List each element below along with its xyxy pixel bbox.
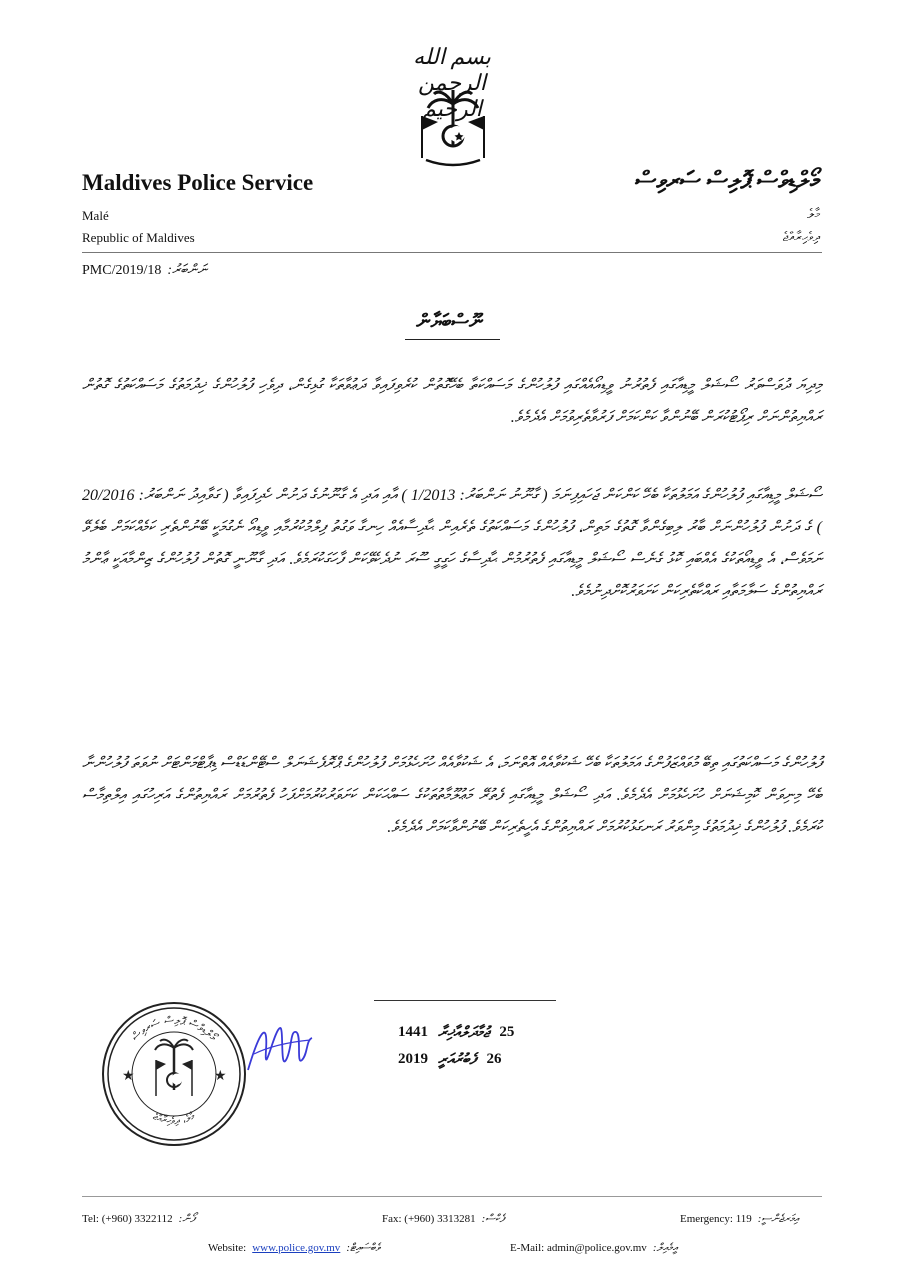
- body-paragraph-3: ފުލުހުންގެ މަސައްކަތުގައި ތިބޭ މުވައްޒަފުންގެ އަމަލުތަކާ ބެހޭ ޝަކުވާއެއް އޮތްނަމަ، އެ ޝަކުވާއެއް ހުށަހެޅުމަށް ފުލުހުންގެ ޕްރޮފެޝަނަލް ސްޓޭންޑަޑްސް ޑިޕާޓްމަންޓަށް ނުވަތަ ފުލުހުންނާ ބެހޭ މިނިވަން ކޮމިޝަނަށް ހުށަހެޅުމަށް އެދެމެވެ. އަދި ސޯޝަލް މީޑިއާގައި ފެތުރޭ މަޢުލޫމާތުތަކުގެ ސައްޙަކަން ކަށަވަރުކުރުމަށްފަހު ފެތުރުމަށް ރައްޔިތުންގެ އަރިހުގައި އިލްތިމާސް ކުރަމެވެ. ފުލުހުންގެ ޚިދުމަތުގެ މިންވަރު ރަނގަޅުކުރުމަށް ރައްޔިތުންގެ އެހީތެރިކަން ބޭނުންވާކަމަށް އެދެމެވެ.: [82, 755, 822, 836]
- email-value[interactable]: E-Mail: admin@police.gov.mv: [510, 1242, 647, 1254]
- org-name-dhivehi: މޯލްޑިވްސް ޕޮލިސް ސަރވިސް: [635, 168, 820, 194]
- body-paragraph-2: ސޯޝަލް މީޑިއާގައި ފުލުހުންގެ އަމަލުތަކާ ބެހޭ ކަންކަން ޖަހައިފިނަމަ ( ގާނޫނު ނަންބަރު: 1/2013 ) އާއި އަދި އެ ގާނޫނުގެ ދަށުން ހެދިފައިވާ ( ގަވާއިދު ނަންބަރު: 20/2016 ) ގެ ދަށުން ފުލުހުންނަށް ބާރު ލިބިގެންވާ ގޮތުގެ މަތިން، ފުލުހުންގެ މަސައްކަތުގެ ތެރެއިން ޙާދިސާއެއް ހިނގާ ވަގުތު ފިލްމުކުރުމާއި ވީޑިއޯ ނެގުމަކީ ބޭނުންތެރި ކަމެއްކަމަށް ބެލެވޭ ނަމަވެސް، އެ ވީޑިއޯތަކުގެ އެއްބައި ކޮޅު ގެނެސް ސޯޝަލް މީޑިއާގައި ފެތުރުމުން ޙާދިސާގެ ހަގީގީ ސޫރަ ނުދެކެވޭކަން ފާހަގަކުރަމެވެ. އަދި ގާނޫނީ ގޮތުން ފުލުހުންގެ ޒިންމާއަކީ ޢާންމު ރައްޔިތުންގެ ސަލާމަތާއި ރައްކާތެރިކަން ކަށަވަރުކޮށްދިނުމެވެ.: [82, 487, 822, 600]
- footer-divider: [82, 1196, 822, 1197]
- telephone-value: Tel: (+960) 3322112: [82, 1213, 173, 1225]
- bismillah-calligraphy: بسم الله الرحمن الرحيم: [413, 44, 491, 121]
- email-label-dv: އީމެއިލް:: [652, 1242, 678, 1254]
- svg-text:މާލެ، ދިވެހިރާއްޖެ: [151, 1111, 198, 1127]
- emergency-label-dv: އިމަރޖެންސީ:: [757, 1213, 799, 1225]
- fax-value: Fax: (+960) 3313281: [382, 1213, 476, 1225]
- gregorian-year: 2019: [398, 1051, 428, 1067]
- svg-text:މޯލްޑިވްސް ޕޮލިސް ސަރވިސް: [129, 1014, 220, 1045]
- document-title: ނޫސްބަޔާން: [416, 311, 483, 333]
- header-divider: [82, 252, 822, 253]
- footer-telephone: [82, 1213, 195, 1226]
- city-english: Malé: [82, 208, 109, 223]
- hijri-month: ޖުމާދަލްއާޚިރާ: [438, 1025, 490, 1041]
- hijri-day: 25: [499, 1024, 515, 1040]
- footer-fax: [382, 1213, 504, 1226]
- reference-number: [82, 263, 207, 279]
- svg-text:★: ★: [214, 1069, 227, 1084]
- reference-number-label: ނަންބަރު:: [167, 263, 207, 278]
- fax-label-dv: ފެކްސް:: [481, 1213, 505, 1225]
- footer-website: [208, 1242, 380, 1255]
- country-dhivehi: ދިވެހިރާއްޖެ: [782, 229, 820, 244]
- signature-icon: [240, 1010, 320, 1090]
- gregorian-day: 26: [486, 1051, 502, 1067]
- maldives-state-emblem-icon: [412, 86, 494, 172]
- country-english: Republic of Maldives: [82, 230, 195, 245]
- hijri-year: 1441: [398, 1024, 428, 1040]
- telephone-label-dv: ފޯން:: [178, 1213, 196, 1225]
- title-underline: [405, 339, 500, 340]
- stamp-top-text: މޯލްޑިވްސް ޕޮލިސް ސަރވިސް: [128, 1013, 220, 1044]
- stamp-bottom-text: މާލެ، ދިވެހިރާއްޖެ: [151, 1111, 197, 1128]
- emergency-value: Emergency: 119: [680, 1213, 752, 1225]
- body-paragraph-1: މިދިޔަ ދުވަސްވަރު ސޯޝަލް މީޑިއާގައި ފެތުރުނު ވީޑިއޯއެއްގައި ފުލުހުންގެ މަސައްކަތާ ބެހޭގޮތުން ކުރެވިފައިވާ ދަޢުވާތަކާ ގުޅިގެން، ދިވެހި ފުލުހުންގެ ޚިދުމަތުގެ މަސައްކަތުގެ ގޮތުން ރައްޔިތުންނަށް ރިޕޯޓުކުރަން ބޭނުންވާ ކަންކަމަށް ފަރުވާތެރިވުމަށް އެދެމެވެ.: [82, 377, 822, 426]
- website-prefix: Website:: [208, 1242, 247, 1254]
- signature-line: [374, 1000, 556, 1001]
- gregorian-month: ފެބުރުއަރީ: [438, 1052, 477, 1068]
- official-stamp-icon: [100, 1000, 248, 1148]
- hijri-date: [398, 1024, 514, 1042]
- footer-emergency: [680, 1213, 799, 1226]
- org-name-english: Maldives Police Service: [82, 170, 314, 195]
- website-link[interactable]: www.police.gov.mv: [252, 1242, 341, 1254]
- gregorian-date: [398, 1051, 502, 1069]
- city-dhivehi: މާލެ: [807, 206, 820, 221]
- website-label-dv: ވެބްސައިޓް:: [346, 1242, 381, 1254]
- reference-number-value: PMC/2019/18: [82, 263, 162, 278]
- svg-text:★: ★: [122, 1069, 135, 1084]
- footer-email: [510, 1242, 677, 1255]
